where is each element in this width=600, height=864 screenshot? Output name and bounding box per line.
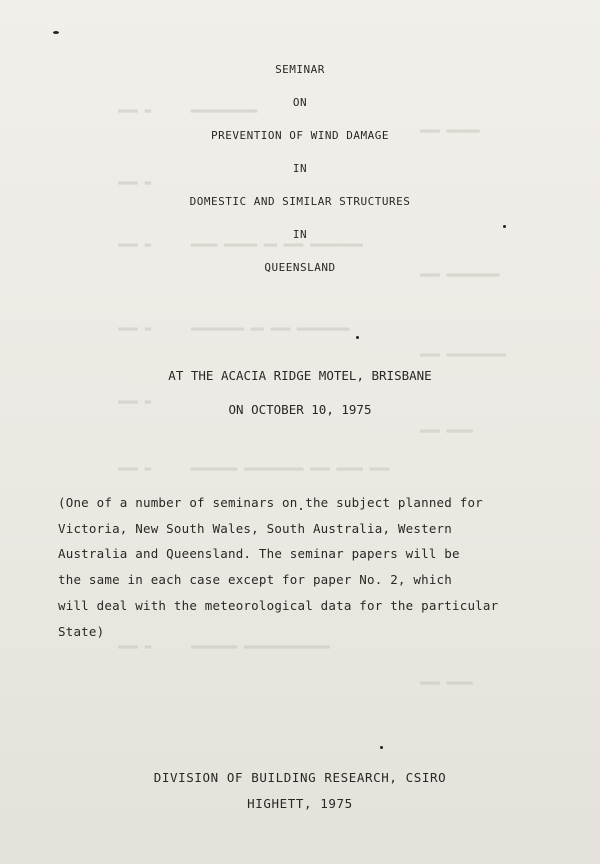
footer-organisation: DIVISION OF BUILDING RESEARCH, CSIRO	[153, 770, 447, 785]
note-line: State)	[58, 624, 105, 639]
note-line: Victoria, New South Wales, South Australia, Western	[58, 521, 453, 536]
document-page: ▬▬▬ ▬ ▬▬▬▬▬▬▬▬▬▬ ▬▬▬ ▬▬▬▬▬ ▬▬▬ ▬ ▬▬▬ ▬ ▬▬▬▬ ▬▬▬▬▬ ▬▬ ▬▬▬ ▬▬▬▬▬▬▬▬ ▬▬▬ ▬▬▬▬▬▬▬▬ ▬▬▬ ▬ ▬▬▬▬▬▬▬▬ ▬▬ ▬▬▬ ▬▬▬▬▬▬▬▬ ▬▬▬ ▬▬▬▬▬▬▬▬▬ ▬▬▬ ▬ ▬▬▬ ▬▬▬▬ ▬▬▬ ▬ ▬▬▬▬▬▬▬ ▬▬▬▬▬▬▬▬▬ ▬▬▬ ▬▬▬▬ ▬▬▬ ▬▬▬ ▬ ▬▬▬▬▬▬▬ ▬▬▬▬▬▬▬▬▬▬▬▬▬ ▬▬▬ ▬▬▬▬ SEMINAR ON PREVENTION OF WIND DAMAGE IN DOMESTIC AND SIMILAR STRUCTURES IN QUEENSLAND AT THE ACACIA RIDGE MOTEL, BRISBANE ON OCTOBER 10, 1975 (One of a number of seminars on the subject planned for Victoria, New South Wales, South Australia, Western Australia and Queensland. The seminar papers will be the same in each case except for paper No. 2, which will deal with the meteorological data for the particular State) DIVISION OF BUILDING RESEARCH, CSIRO HIGHETT, 1975	[0, 0, 600, 864]
title-line: IN	[292, 162, 308, 175]
title-line: SEMINAR	[275, 63, 325, 76]
title-line: IN	[292, 228, 308, 241]
note-line: will deal with the meteorological data for the particular	[58, 598, 499, 613]
footer-place-year: HIGHETT, 1975	[247, 796, 353, 811]
title-line: PREVENTION OF WIND DAMAGE	[210, 129, 390, 142]
ink-speck	[380, 746, 383, 749]
ink-speck	[53, 31, 59, 34]
title-line: ON	[292, 96, 308, 109]
title-line: DOMESTIC AND SIMILAR STRUCTURES	[189, 195, 411, 208]
title-line: QUEENSLAND	[264, 261, 336, 274]
venue-date: ON OCTOBER 10, 1975	[228, 402, 372, 417]
note-line: (One of a number of seminars on the subject planned for	[58, 495, 483, 510]
note-line: the same in each case except for paper No. 2, which	[58, 572, 453, 587]
venue-location: AT THE ACACIA RIDGE MOTEL, BRISBANE	[168, 368, 432, 383]
note-line: Australia and Queensland. The seminar papers will be	[58, 546, 460, 561]
ink-speck	[356, 336, 359, 339]
